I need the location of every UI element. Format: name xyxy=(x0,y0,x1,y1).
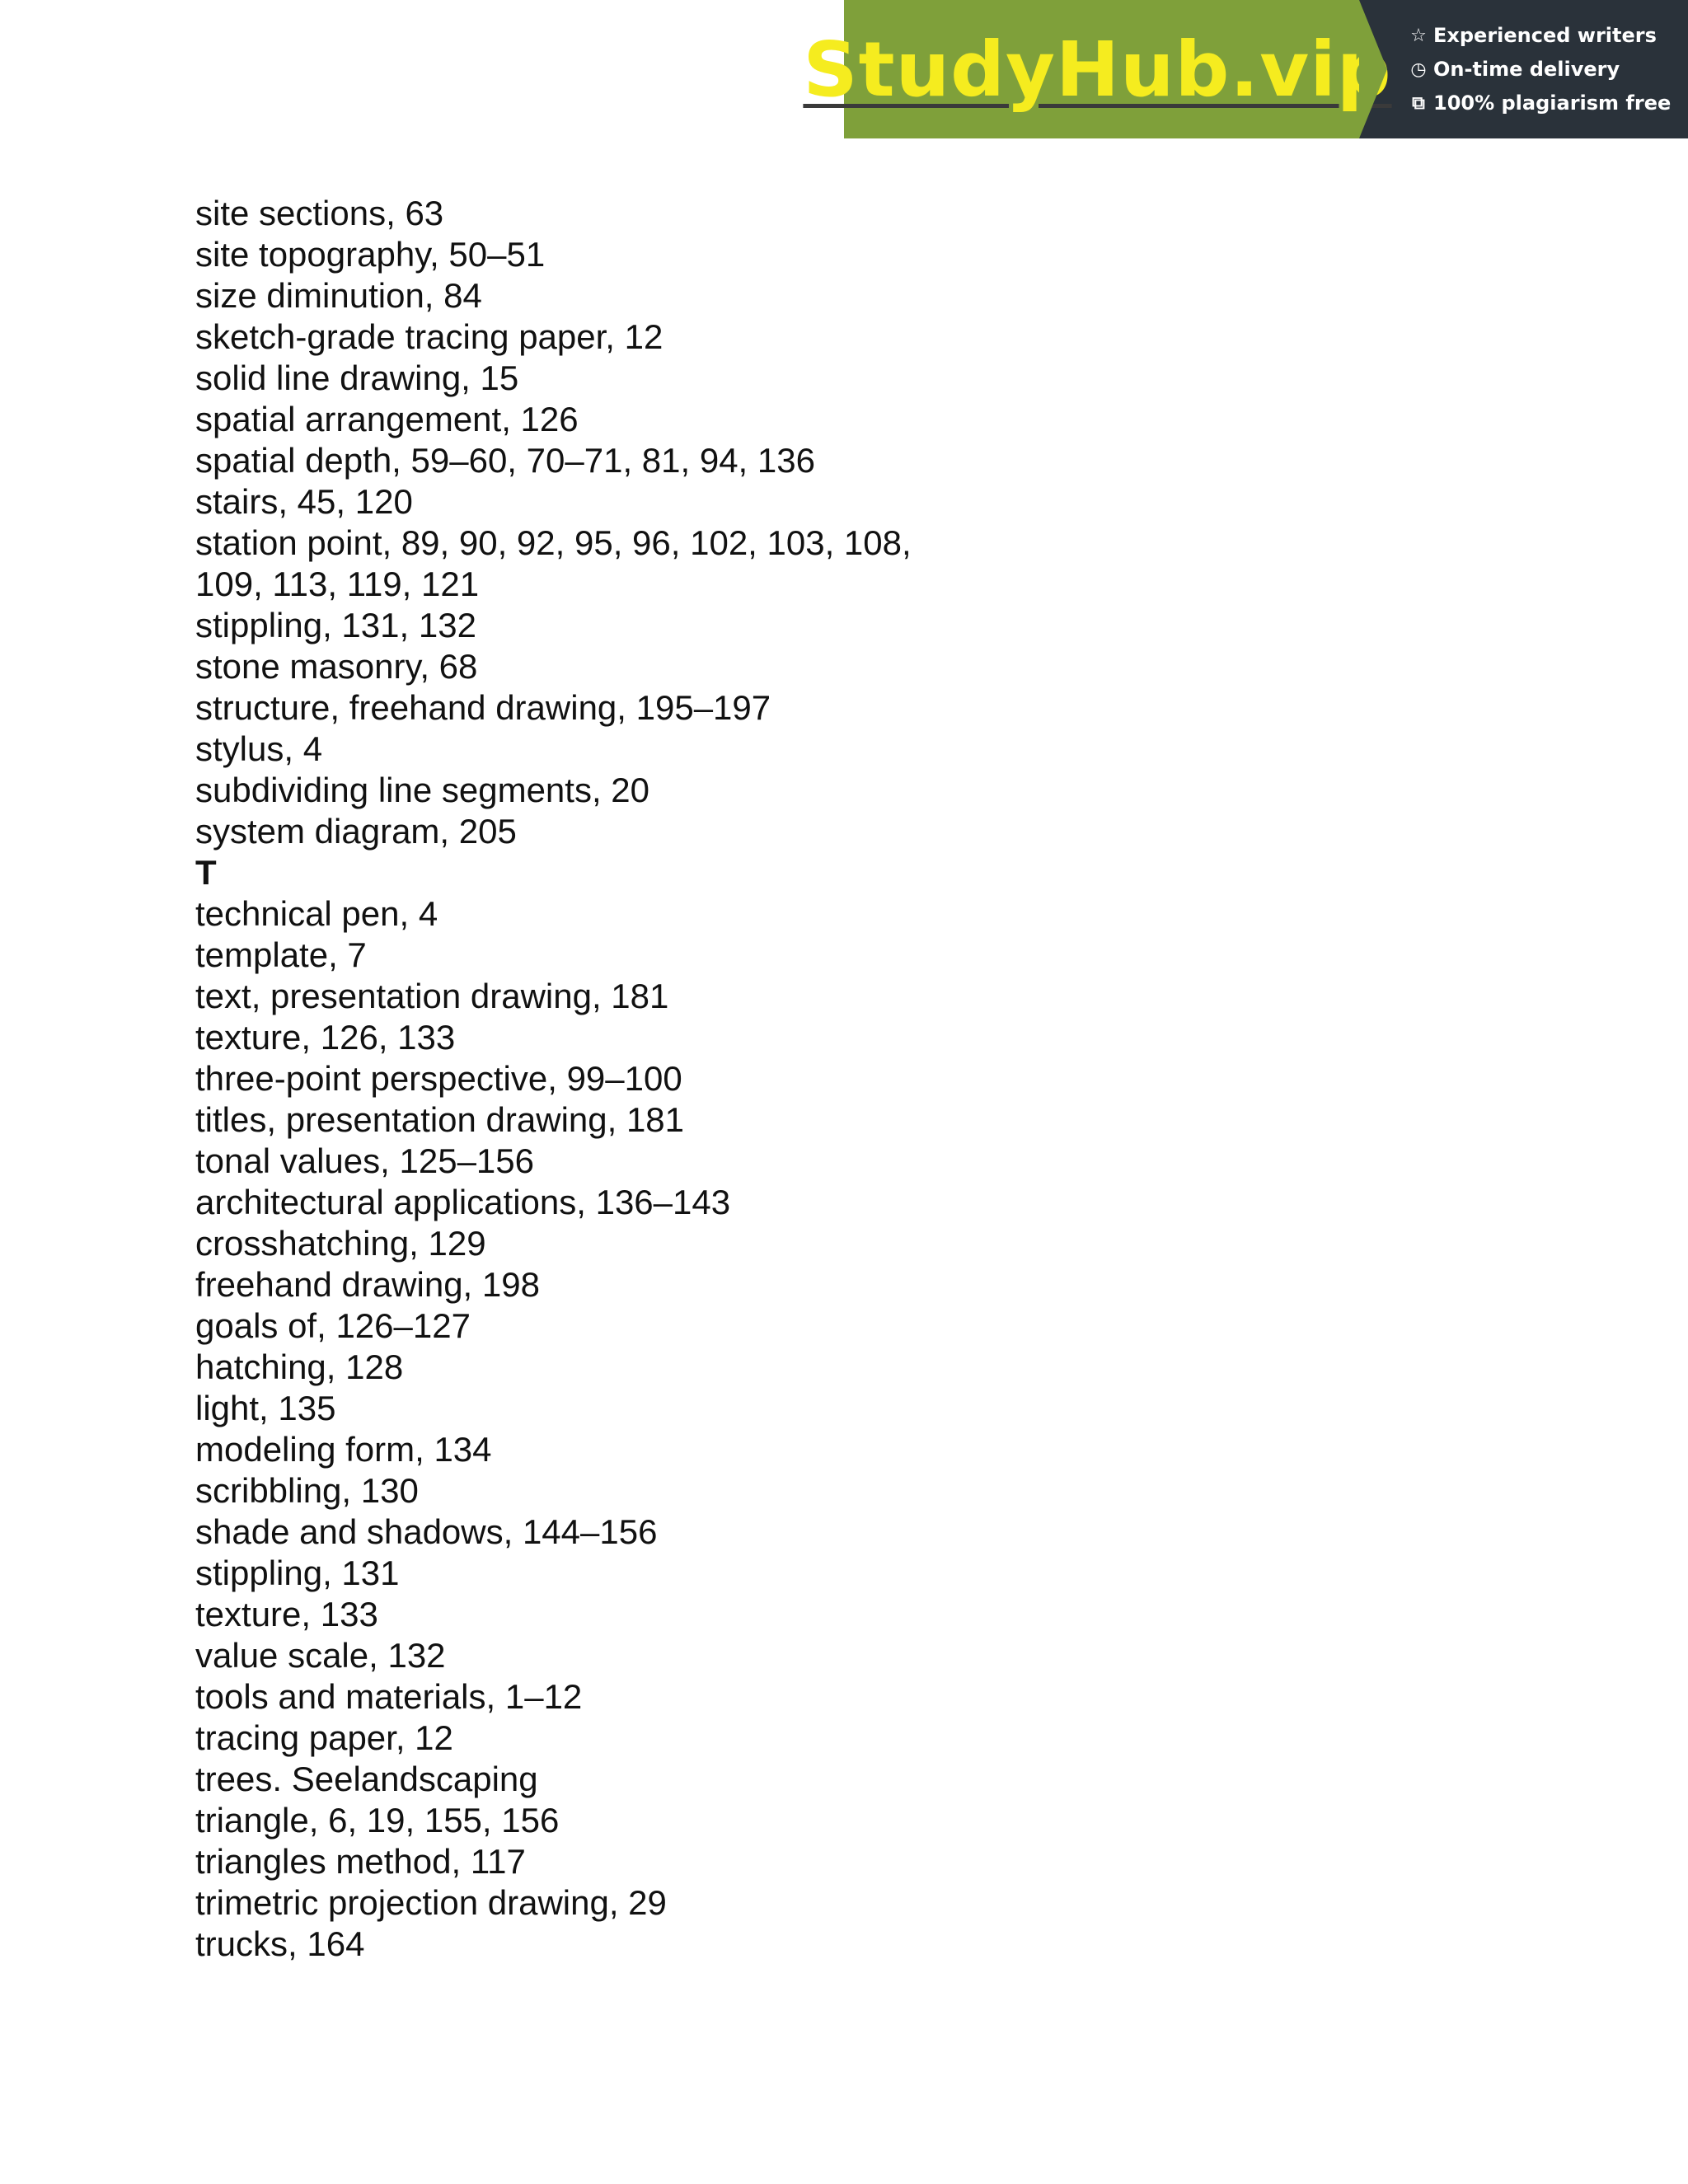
index-entry: stippling, 131 xyxy=(195,1554,400,1592)
index-entry: light, 135 xyxy=(195,1389,336,1427)
index-entry: scribbling, 130 xyxy=(195,1471,419,1510)
index-entry: freehand drawing, 198 xyxy=(195,1265,540,1304)
index-entry: hatching, 128 xyxy=(195,1347,404,1386)
index-entry: station point, 89, 90, 92, 95, 96, 102, 103, 108, xyxy=(195,523,912,562)
feature-experienced-writers xyxy=(1409,19,1688,53)
index-entry: stairs, 45, 120 xyxy=(195,482,413,521)
star-icon: ☆ xyxy=(1410,25,1427,46)
index-entry: template, 7 xyxy=(195,935,367,974)
index-entry: trucks, 164 xyxy=(195,1924,365,1963)
index-entry: value scale, 132 xyxy=(195,1636,446,1675)
index-entry: spatial depth, 59–60, 70–71, 81, 94, 136 xyxy=(195,441,815,480)
index-entry: structure, freehand drawing, 195–197 xyxy=(195,688,771,727)
brand-name: StudyHub.vip xyxy=(803,25,1392,114)
clock-icon: ◷ xyxy=(1410,59,1427,80)
index-entries xyxy=(195,193,912,1965)
feature-label: Experienced writers xyxy=(1433,24,1657,47)
index-entry: texture, 133 xyxy=(195,1595,378,1633)
feature-label: 100% plagiarism free xyxy=(1433,91,1672,115)
index-entry: stone masonry, 68 xyxy=(195,647,478,686)
index-entry: text, presentation drawing, 181 xyxy=(195,977,669,1015)
index-entry: stylus, 4 xyxy=(195,729,323,768)
index-entry: solid line drawing, 15 xyxy=(195,359,519,397)
index-letter-heading: T xyxy=(195,853,217,892)
index-entry: crosshatching, 129 xyxy=(195,1224,486,1263)
index-entry: tonal values, 125–156 xyxy=(195,1141,534,1180)
feature-plagiarism-free xyxy=(1409,87,1688,120)
index-entry: goals of, 126–127 xyxy=(195,1306,471,1345)
feature-list xyxy=(1359,0,1688,138)
index-entry: architectural applications, 136–143 xyxy=(195,1183,731,1221)
index-entry: three-point perspective, 99–100 xyxy=(195,1059,682,1098)
index-entry: site topography, 50–51 xyxy=(195,235,546,274)
studyhub-banner[interactable] xyxy=(803,0,1688,138)
index-entry: technical pen, 4 xyxy=(195,894,438,933)
index-entry: size diminution, 84 xyxy=(195,276,482,315)
index-entry: subdividing line segments, 20 xyxy=(195,771,650,809)
index-entry: stippling, 131, 132 xyxy=(195,606,476,644)
index-entry: trees. Seelandscaping xyxy=(195,1760,538,1798)
index-entry: modeling form, 134 xyxy=(195,1430,492,1469)
index-entry: shade and shadows, 144–156 xyxy=(195,1512,658,1551)
copy-icon: ⧉ xyxy=(1412,92,1425,114)
feature-label: On-time delivery xyxy=(1433,58,1620,81)
index-entry: site sections, 63 xyxy=(195,194,444,232)
feature-on-time-delivery xyxy=(1409,53,1688,87)
index-entry: tools and materials, 1–12 xyxy=(195,1677,583,1716)
index-entry: sketch-grade tracing paper, 12 xyxy=(195,317,663,356)
index-entry: tracing paper, 12 xyxy=(195,1718,453,1757)
index-entry: system diagram, 205 xyxy=(195,812,517,851)
brand-logo[interactable] xyxy=(803,0,1392,138)
index-entry: triangles method, 117 xyxy=(195,1842,526,1881)
index-entry: texture, 126, 133 xyxy=(195,1018,456,1057)
index-entry: 109, 113, 119, 121 xyxy=(195,565,480,603)
index-entry: trimetric projection drawing, 29 xyxy=(195,1883,667,1922)
index-entry: triangle, 6, 19, 155, 156 xyxy=(195,1801,560,1840)
index-entry: titles, presentation drawing, 181 xyxy=(195,1100,685,1139)
index-entry: spatial arrangement, 126 xyxy=(195,400,579,438)
